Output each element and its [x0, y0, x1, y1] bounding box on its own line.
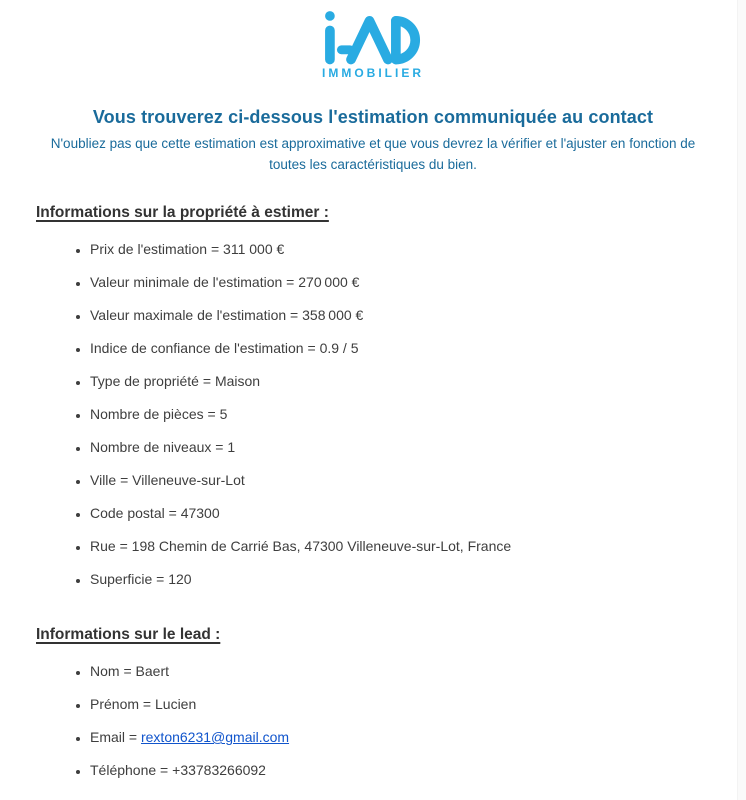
list-item: • Type de propriété = Maison	[90, 371, 710, 391]
item-label: Email	[90, 729, 126, 746]
item-value: 358 000 €	[302, 307, 364, 324]
list-item: • Code postal = 47300	[90, 503, 710, 523]
list-item: • Nombre de pièces = 5	[90, 404, 710, 424]
iad-logo-icon	[322, 10, 424, 65]
item-value: Villeneuve-sur-Lot	[132, 472, 245, 489]
info-section	[36, 204, 710, 589]
item-label: Nombre de pièces	[90, 406, 204, 423]
item-value: 47300	[180, 505, 220, 522]
list-item: • Téléphone = +33783266092	[90, 760, 710, 780]
intro-subtitle: N'oubliez pas que cette estimation est approximative et que vous devrez la vérifier et l'ajuster en fonction de toutes les caractéristiques du bien.	[50, 136, 696, 172]
list-item: • Superficie = 120	[90, 569, 710, 589]
list-item: • Nom = Baert	[90, 661, 710, 681]
email-link[interactable]: rexton6231@gmail.com	[140, 729, 290, 746]
intro-title: Vous trouverez ci-dessous l'estimation communiquée au contact	[92, 107, 654, 127]
intro-block	[0, 107, 746, 175]
item-value: 0.9 / 5	[319, 340, 359, 357]
item-label: Nombre de niveaux	[90, 439, 212, 456]
list-item: • Valeur maximale de l'estimation = 358 000 €	[90, 305, 710, 325]
list-item: • Indice de confiance de l'estimation = 0.9 / 5	[90, 338, 710, 358]
item-value: 120	[168, 571, 192, 588]
section-list	[36, 661, 710, 780]
item-label: Nom	[90, 663, 120, 680]
item-value: 5	[219, 406, 228, 423]
item-label: Indice de confiance de l'estimation	[90, 340, 304, 357]
item-label: Rue	[90, 538, 116, 555]
item-value: +33783266092	[172, 762, 266, 779]
list-item: • Valeur minimale de l'estimation = 270 000 €	[90, 272, 710, 292]
item-label: Prix de l'estimation	[90, 241, 208, 258]
item-value: 311 000 €	[223, 241, 285, 258]
item-value: Maison	[214, 373, 261, 390]
viewport-edge-strip	[737, 0, 746, 800]
section-list	[36, 239, 710, 589]
item-label: Code postal	[90, 505, 165, 522]
item-label: Prénom	[90, 696, 140, 713]
list-item: • Prix de l'estimation = 311 000 €	[90, 239, 710, 259]
list-item: • Ville = Villeneuve-sur-Lot	[90, 470, 710, 490]
list-item: • Prénom = Lucien	[90, 694, 710, 714]
brand-header	[0, 0, 746, 80]
item-value: Baert	[135, 663, 169, 680]
item-value: 198 Chemin de Carrié Bas, 47300 Villeneuve-sur-Lot, France	[131, 538, 512, 555]
item-value: Lucien	[155, 696, 197, 713]
list-item: • Email = rexton6231@gmail.com	[90, 727, 710, 747]
section-heading: Informations sur le lead :	[36, 626, 221, 644]
item-label: Valeur minimale de l'estimation	[90, 274, 283, 291]
info-section	[36, 626, 710, 780]
item-label: Ville	[90, 472, 117, 489]
item-value: 270 000 €	[298, 274, 360, 291]
item-label: Valeur maximale de l'estimation	[90, 307, 287, 324]
brand-name: IMMOBILIER	[322, 66, 424, 80]
item-value: 1	[227, 439, 236, 456]
list-item: • Nombre de niveaux = 1	[90, 437, 710, 457]
item-label: Type de propriété	[90, 373, 199, 390]
item-label: Superficie	[90, 571, 153, 588]
sections-container	[36, 204, 710, 780]
list-item: • Rue = 198 Chemin de Carrié Bas, 47300 Villeneuve-sur-Lot, France	[90, 536, 710, 556]
item-label: Téléphone	[90, 762, 157, 779]
section-heading: Informations sur la propriété à estimer :	[36, 204, 329, 222]
